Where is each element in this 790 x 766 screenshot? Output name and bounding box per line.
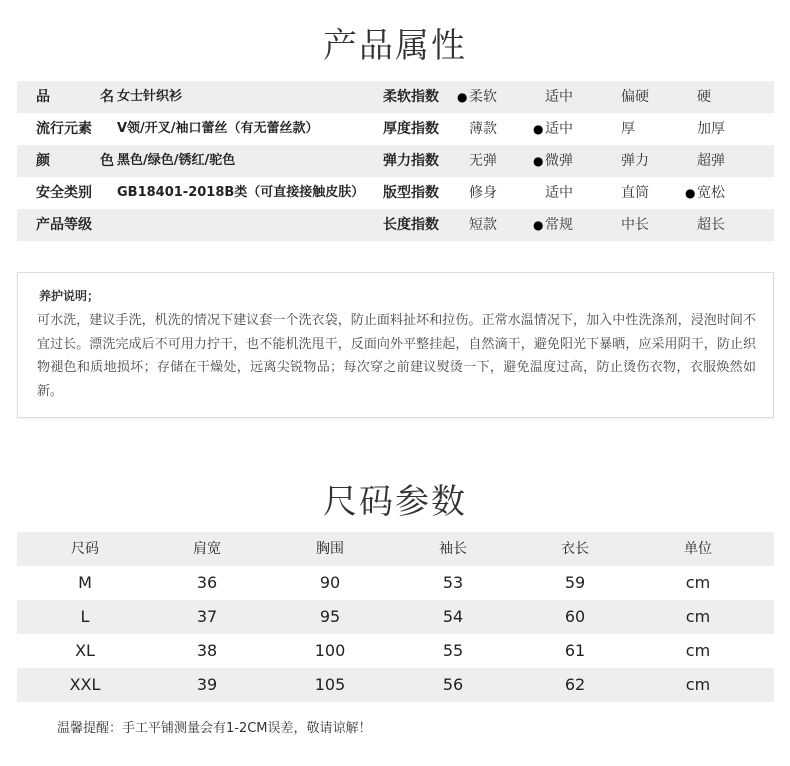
option-text: 超长 — [697, 217, 725, 233]
table-header-row — [17, 532, 774, 566]
table-cell: 38 — [196, 641, 218, 660]
attribute-row — [17, 113, 774, 145]
index-label: 长度指数 — [383, 217, 439, 233]
table-cell: 56 — [442, 675, 464, 694]
table-row — [17, 668, 774, 702]
table-cell: 肩宽 — [193, 541, 221, 557]
option-text: 直筒 — [621, 185, 649, 201]
table-cell: 37 — [196, 607, 218, 626]
selected-dot-icon: ● — [533, 218, 544, 232]
measurement-note: 温馨提醒：手工平铺测量会有1-2CM误差，敬请谅解！ — [57, 721, 372, 736]
index-option — [545, 81, 573, 113]
index-label: 厚度指数 — [383, 121, 439, 137]
size-parameters-title: 尺码参数 — [323, 482, 467, 522]
index-option — [533, 145, 573, 177]
attribute-value: V领/开叉/袖口蕾丝（有无蕾丝款） — [117, 121, 319, 136]
option-text: 加厚 — [697, 121, 725, 137]
option-text: 适中 — [545, 185, 573, 201]
care-instructions-box — [17, 272, 774, 418]
table-cell: 袖长 — [439, 541, 467, 557]
option-text: 薄款 — [469, 121, 497, 137]
index-option — [469, 209, 497, 241]
option-text: 厚 — [621, 121, 635, 137]
table-cell: XL — [75, 641, 95, 660]
table-cell: 90 — [319, 573, 341, 592]
attribute-value: GB18401-2018B类（可直接接触皮肤） — [117, 185, 365, 200]
selected-dot-icon: ● — [533, 122, 544, 136]
table-cell: 54 — [442, 607, 464, 626]
table-cell: L — [80, 607, 90, 626]
table-cell: 36 — [196, 573, 218, 592]
option-text: 超弹 — [697, 153, 725, 169]
option-text: 无弹 — [469, 153, 497, 169]
attribute-label: 颜 色 — [36, 153, 114, 169]
product-attributes-title: 产品属性 — [323, 26, 467, 66]
table-cell: XXL — [69, 675, 101, 694]
care-title: 养护说明； — [39, 289, 100, 303]
table-cell: 60 — [564, 607, 586, 626]
table-cell: cm — [685, 607, 711, 626]
attribute-label: 品 名 — [36, 89, 114, 105]
table-cell: 55 — [442, 641, 464, 660]
table-cell: 53 — [442, 573, 464, 592]
attribute-label: 产品等级 — [36, 217, 92, 233]
option-text: 宽松 — [697, 185, 725, 201]
option-text: 修身 — [469, 185, 497, 201]
attribute-row — [17, 81, 774, 113]
index-option — [697, 81, 711, 113]
index-label: 弹力指数 — [383, 153, 439, 169]
selected-dot-icon: ● — [685, 186, 696, 200]
attribute-row — [17, 145, 774, 177]
attribute-label: 安全类别 — [36, 185, 92, 201]
option-text: 偏硬 — [621, 89, 649, 105]
index-option — [469, 113, 497, 145]
option-text: 柔软 — [469, 89, 497, 105]
care-text: 可水洗，建议手洗，机洗的情况下建议套一个洗衣袋，防止面料扯坏和拉伤。正常水温情况下，加入中性洗涤剂，浸泡时间不宜过长。漂洗完成后不可用力拧干，也不能机洗甩干，反面向外平整挂起，自然滴干，避免阳光下暴晒，应采用阴干，防止织物褪色和质地损坏；存储在干燥处，远离尖锐物品；每次穿之前建议熨烫一下，避免温度过高，防止烫伤衣物，衣服焕然如新。 — [37, 313, 756, 399]
table-row — [17, 634, 774, 668]
index-option — [621, 145, 649, 177]
table-cell: M — [78, 573, 92, 592]
table-cell: 59 — [564, 573, 586, 592]
option-text: 适中 — [545, 121, 573, 137]
index-option — [533, 209, 573, 241]
index-option — [621, 113, 635, 145]
table-cell: 衣长 — [561, 541, 589, 557]
option-text: 弹力 — [621, 153, 649, 169]
table-cell: 105 — [314, 675, 346, 694]
table-cell: 39 — [196, 675, 218, 694]
table-cell: 尺码 — [71, 541, 99, 557]
table-cell: cm — [685, 675, 711, 694]
selected-dot-icon: ● — [457, 90, 468, 104]
attribute-row — [17, 209, 774, 241]
table-cell: 胸围 — [316, 541, 344, 557]
index-option — [697, 145, 725, 177]
attribute-value: 女士针织衫 — [117, 89, 183, 104]
index-option — [621, 177, 649, 209]
index-option — [697, 113, 725, 145]
attribute-row — [17, 177, 774, 209]
option-text: 常规 — [545, 217, 573, 233]
table-cell: cm — [685, 573, 711, 592]
index-option — [469, 145, 497, 177]
index-label: 柔软指数 — [383, 89, 439, 105]
table-cell: 62 — [564, 675, 586, 694]
attribute-value: 黑色/绿色/锈红/驼色 — [117, 153, 236, 168]
option-text: 微弹 — [545, 153, 573, 169]
attribute-label: 流行元素 — [36, 121, 92, 137]
size-table — [17, 532, 774, 702]
index-option — [469, 177, 497, 209]
index-option — [533, 113, 573, 145]
table-row — [17, 600, 774, 634]
index-option — [457, 81, 497, 113]
option-text: 硬 — [697, 89, 711, 105]
selected-dot-icon: ● — [533, 154, 544, 168]
table-row — [17, 566, 774, 600]
index-option — [621, 209, 649, 241]
option-text: 中长 — [621, 217, 649, 233]
index-option — [545, 177, 573, 209]
index-option — [697, 209, 725, 241]
index-option — [685, 177, 725, 209]
index-label: 版型指数 — [383, 185, 439, 201]
table-cell: 95 — [319, 607, 341, 626]
table-cell: 61 — [564, 641, 586, 660]
index-option — [621, 81, 649, 113]
attributes-table — [17, 81, 774, 241]
table-cell: 100 — [314, 641, 346, 660]
option-text: 短款 — [469, 217, 497, 233]
table-cell: 单位 — [684, 541, 712, 557]
option-text: 适中 — [545, 89, 573, 105]
table-cell: cm — [685, 641, 711, 660]
